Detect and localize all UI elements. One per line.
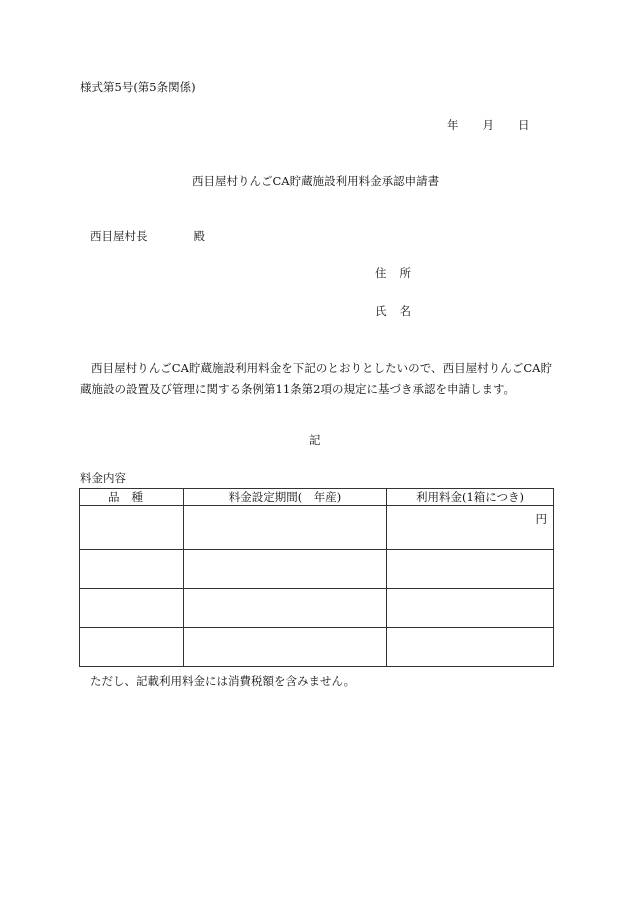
- period-cell[interactable]: [184, 628, 387, 667]
- fee-cell[interactable]: [387, 506, 554, 550]
- date-day-label: 日: [518, 118, 530, 132]
- applicant-address-label: 住所: [375, 266, 424, 280]
- variety-cell[interactable]: [80, 506, 184, 550]
- column-header-variety: 品種: [80, 489, 184, 506]
- variety-cell[interactable]: [80, 550, 184, 589]
- variety-cell[interactable]: [80, 628, 184, 667]
- period-cell[interactable]: [184, 506, 387, 550]
- fee-cell[interactable]: [387, 550, 554, 589]
- date-year-label: 年: [447, 118, 459, 132]
- tax-note: ただし、記載利用料金には消費税額を含みません。: [90, 674, 356, 688]
- fee-cell[interactable]: [387, 589, 554, 628]
- column-header-fee: 利用料金(1箱につき): [387, 489, 554, 506]
- date-month-label: 月: [482, 118, 494, 132]
- ki-heading: 記: [309, 433, 321, 447]
- date-line: [447, 120, 530, 132]
- period-cell[interactable]: [184, 550, 387, 589]
- fee-section-label: 料金内容: [80, 471, 126, 485]
- column-header-period: 料金設定期間( 年産): [184, 489, 387, 506]
- table-row: [80, 506, 554, 550]
- addressee-name: 西目屋村長: [90, 229, 148, 243]
- fee-table-header-row: [80, 489, 554, 506]
- addressee: [90, 231, 205, 243]
- body-text: 西目屋村りんごCA貯蔵施設利用料金を下記のとおりとしたいので、西目屋村りんごCA貯蔵施設の設置及び管理に関する条例第11条第2項の規定に基づき承認を申請します。: [80, 361, 552, 396]
- fee-cell[interactable]: [387, 628, 554, 667]
- form-number: 様式第5号(第5条関係): [80, 80, 196, 94]
- table-row: [80, 589, 554, 628]
- table-row: [80, 550, 554, 589]
- period-cell[interactable]: [184, 589, 387, 628]
- fee-table: [79, 488, 554, 667]
- fee-unit: 円: [535, 512, 547, 526]
- table-row: [80, 628, 554, 667]
- applicant-name-label: 氏名: [375, 304, 424, 318]
- variety-cell[interactable]: [80, 589, 184, 628]
- document-title: 西目屋村りんごCA貯蔵施設利用料金承認申請書: [192, 174, 440, 188]
- addressee-honorific: 殿: [193, 229, 205, 243]
